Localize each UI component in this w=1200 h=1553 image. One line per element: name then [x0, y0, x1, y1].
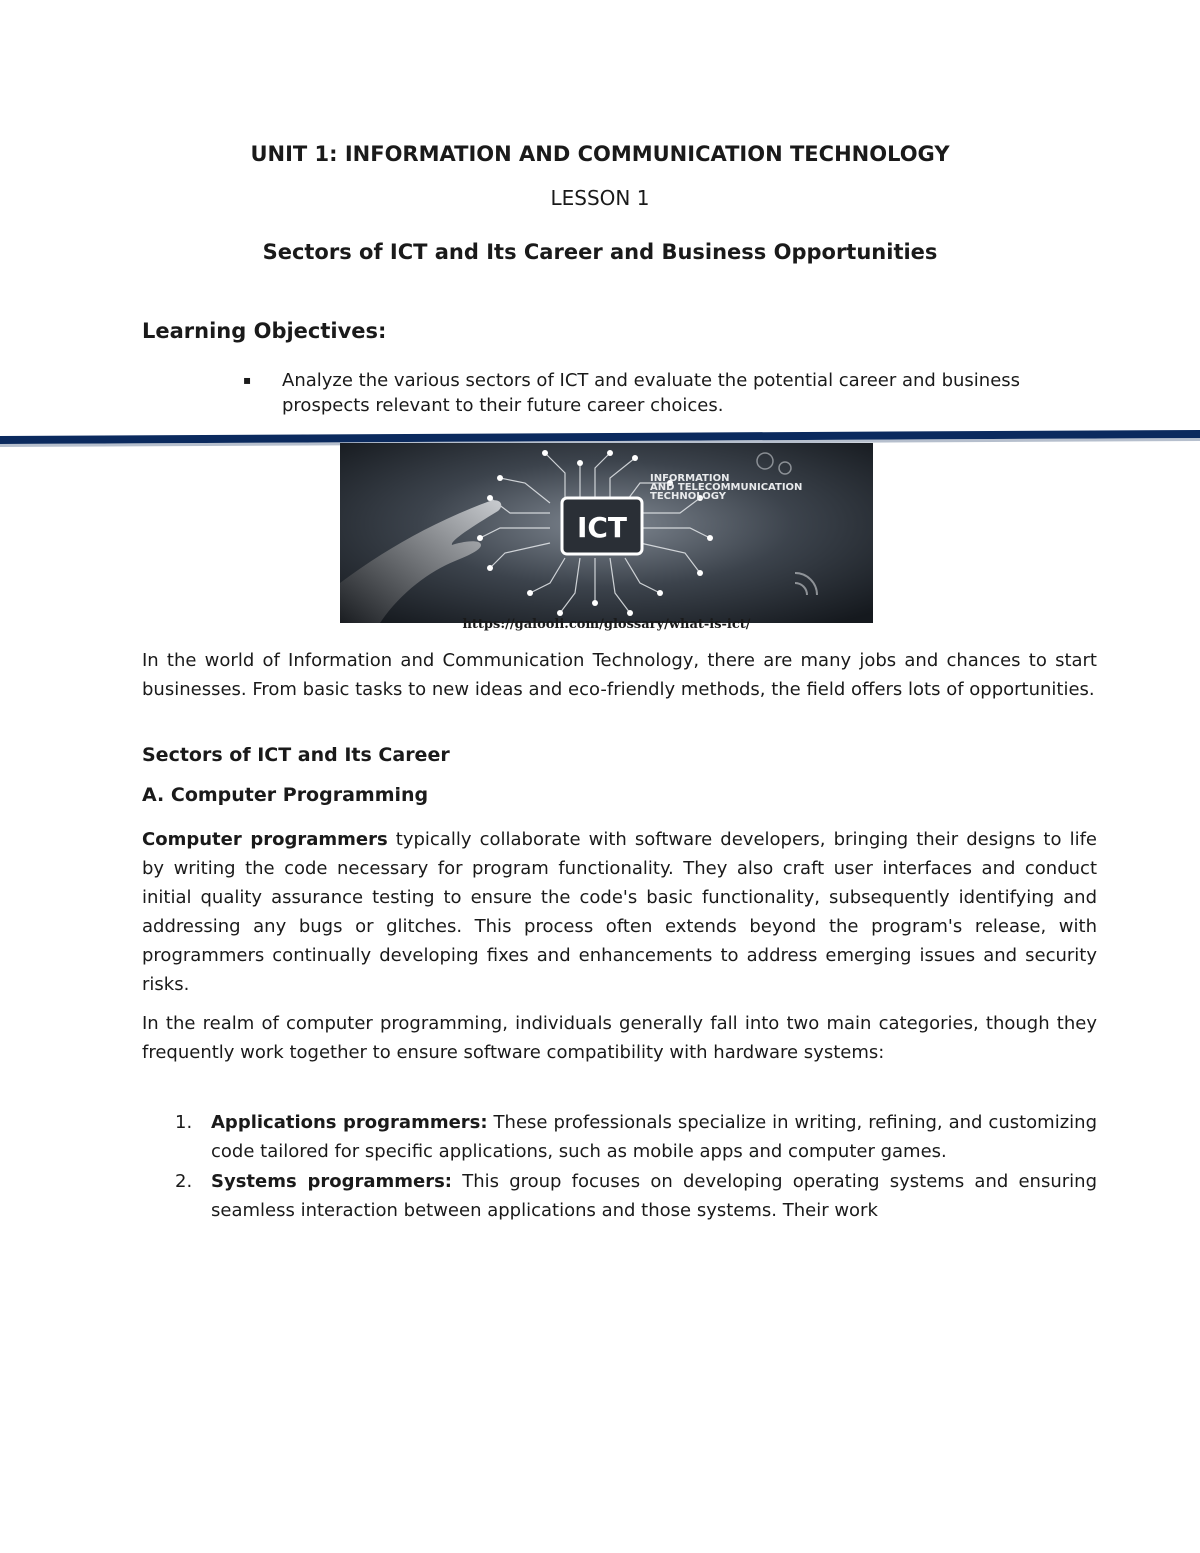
- ict-circuit-image: [340, 443, 873, 623]
- list-item: [142, 1108, 1097, 1166]
- list-description: These professionals specialize in writing, refining, and customizing code tailored for specific applications, such as mobile apps and computer games.: [211, 1112, 1097, 1162]
- lesson-title: Sectors of ICT and Its Career and Business Opportunities: [262, 240, 938, 264]
- overlay-text-1: INFORMATION: [650, 473, 730, 484]
- sectors-heading: Sectors of ICT and Its Career: [142, 744, 450, 766]
- programmer-types-list: [142, 1108, 1097, 1226]
- list-item: [142, 1167, 1097, 1225]
- realm-paragraph: In the realm of computer programming, individuals generally fall into two main categories, though they frequently work together to ensure software compatibility with hardware systems:: [142, 1013, 1097, 1063]
- image-caption-link[interactable]: https://galooli.com/glossary/what-is-ict/: [462, 617, 751, 632]
- section-a-heading: A. Computer Programming: [142, 784, 429, 806]
- unit-title: UNIT 1: INFORMATION AND COMMUNICATION TECHNOLOGY: [250, 142, 950, 166]
- overlay-text-3: TECHNOLOGY: [650, 491, 726, 502]
- lesson-label: LESSON 1: [550, 186, 650, 210]
- programmers-paragraph: [142, 825, 1097, 999]
- objective-text: Analyze the various sectors of ICT and evaluate the potential career and business prospects relevant to their future career choices.: [282, 370, 1021, 416]
- objectives-heading: Learning Objectives:: [142, 319, 387, 343]
- intro-paragraph: In the world of Information and Communication Technology, there are many jobs and chances to start businesses. From basic tasks to new ideas and eco-friendly methods, the field offers lots of opportunities.: [142, 650, 1097, 700]
- list-term: Applications programmers:: [211, 1112, 488, 1133]
- hero-image: [340, 443, 873, 623]
- list-number: 1.: [175, 1112, 193, 1133]
- square-bullet-icon: ▪: [243, 373, 252, 387]
- programmers-term: Computer programmers: [142, 829, 388, 850]
- list-number: 2.: [175, 1171, 193, 1192]
- list-description: This group focuses on developing operating systems and ensuring seamless interaction between applications and those systems. Their work: [211, 1171, 1097, 1221]
- objective-item: [243, 368, 1100, 418]
- list-term: Systems programmers:: [211, 1171, 452, 1192]
- programmers-description: typically collaborate with software developers, bringing their designs to life by writing the code necessary for program functionality. They also craft user interfaces and conduct initial quality assurance testing to ensure the code's basic functionality, subsequently identifying and addressing any bugs or glitches. This process often extends beyond the program's release, with programmers continually developing fixes and enhancements to address emerging issues and security risks.: [142, 829, 1097, 995]
- chip-label: ICT: [576, 511, 628, 544]
- overlay-text-2: AND TELECOMMUNICATION: [650, 482, 803, 493]
